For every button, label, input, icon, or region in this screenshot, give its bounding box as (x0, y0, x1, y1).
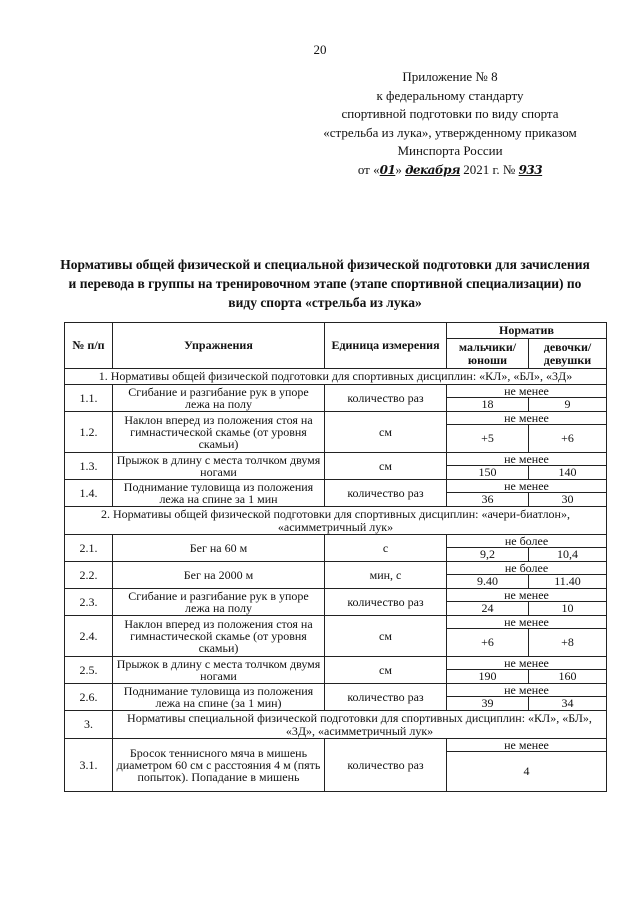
header-num: № п/п (65, 323, 113, 369)
row-boys-value: +6 (447, 629, 529, 657)
row-boys-value: 24 (447, 602, 529, 616)
row-value: 4 (447, 752, 607, 792)
row-exercise: Прыжок в длину с места толчком двумя ногами (113, 453, 325, 480)
row-num: 2.6. (65, 684, 113, 711)
row-boys-value: +5 (447, 425, 529, 453)
date-year: 2021 г. № (463, 161, 516, 177)
row-exercise: Прыжок в длину с места толчком двумя ногами (113, 657, 325, 684)
appendix-line: к федеральному стандарту (376, 87, 524, 103)
section-num: 3. (65, 711, 113, 739)
row-num: 2.1. (65, 535, 113, 562)
row-boys-value: 18 (447, 398, 529, 412)
row-unit: количество раз (325, 739, 447, 792)
date-mid: » (395, 161, 402, 177)
row-condition: не менее (447, 657, 607, 670)
row-girls-value: 140 (529, 466, 607, 480)
row-condition: не менее (447, 684, 607, 697)
row-exercise: Бег на 2000 м (113, 562, 325, 589)
row-girls-value: 10 (529, 602, 607, 616)
row-unit: мин, с (325, 562, 447, 589)
row-unit: количество раз (325, 385, 447, 412)
row-exercise: Наклон вперед из положения стоя на гимнастической скамье (от уровня скамьи) (113, 412, 325, 453)
row-condition: не менее (447, 385, 607, 398)
row-exercise: Поднимание туловища из положения лежа на спине (за 1 мин) (113, 684, 325, 711)
row-num: 1.2. (65, 412, 113, 453)
order-date-line (300, 161, 600, 180)
row-girls-value: 34 (529, 697, 607, 711)
row-exercise: Бросок теннисного мяча в мишень диаметром 60 см с расстояния 4 м (пять попыток). Попадание в мишень (113, 739, 325, 792)
appendix-line: спортивной подготовки по виду спорта (341, 106, 559, 121)
row-girls-value: +8 (529, 629, 607, 657)
row-boys-value: 36 (447, 493, 529, 507)
handwritten-order-number: 933 (518, 162, 543, 177)
header-girls: девочки/ девушки (529, 339, 607, 369)
appendix-line: Минспорта России (397, 143, 503, 158)
row-num: 2.5. (65, 657, 113, 684)
header-norm: Норматив (447, 323, 607, 339)
row-num: 1.3. (65, 453, 113, 480)
row-num: 1.1. (65, 385, 113, 412)
handwritten-month: декабря (405, 162, 461, 177)
row-boys-value: 190 (447, 670, 529, 684)
header-boys: мальчики/ юноши (447, 339, 529, 369)
row-condition: не менее (447, 480, 607, 493)
header-unit: Единица измерения (325, 323, 447, 369)
row-boys-value: 9.40 (447, 575, 529, 589)
document-title: Нормативы общей физической и специальной физической подготовки для зачисления и перевода в группы на тренировочном этапе (этапе спортивной специализации) по виду спорта «стрельба из лука» (60, 257, 590, 310)
row-unit: количество раз (325, 684, 447, 711)
row-unit: с (325, 535, 447, 562)
handwritten-day: 01 (379, 162, 396, 177)
row-girls-value: 11.40 (529, 575, 607, 589)
row-unit: см (325, 616, 447, 657)
row-num: 2.2. (65, 562, 113, 589)
norms-table (64, 322, 607, 792)
row-num: 1.4. (65, 480, 113, 507)
row-unit: количество раз (325, 589, 447, 616)
row-unit: см (325, 412, 447, 453)
row-exercise: Сгибание и разгибание рук в упоре лежа на полу (113, 385, 325, 412)
date-prefix: от « (357, 161, 380, 177)
row-condition: не менее (447, 616, 607, 629)
row-exercise: Бег на 60 м (113, 535, 325, 562)
appendix-line: «стрельба из лука», утвержденному приказом (323, 124, 577, 140)
row-condition: не менее (447, 412, 607, 425)
row-girls-value: 30 (529, 493, 607, 507)
header-exercise: Упражнения (113, 323, 325, 369)
row-unit: количество раз (325, 480, 447, 507)
row-boys-value: 150 (447, 466, 529, 480)
row-girls-value: 10,4 (529, 548, 607, 562)
row-num: 2.4. (65, 616, 113, 657)
row-boys-value: 39 (447, 697, 529, 711)
row-unit: см (325, 453, 447, 480)
section-title: 1. Нормативы общей физической подготовки для спортивных дисциплин: «КЛ», «БЛ», «3Д» (65, 369, 607, 385)
row-condition: не более (447, 562, 607, 575)
row-condition: не более (447, 535, 607, 548)
row-exercise: Наклон вперед из положения стоя на гимнастической скамье (от уровня скамьи) (113, 616, 325, 657)
section-title: Нормативы специальной физической подготовки для спортивных дисциплин: «КЛ», «БЛ», «3Д», «асимметричный лук» (113, 711, 607, 739)
row-boys-value: 9,2 (447, 548, 529, 562)
row-num: 3.1. (65, 739, 113, 792)
row-condition: не менее (447, 739, 607, 752)
row-unit: см (325, 657, 447, 684)
row-exercise: Сгибание и разгибание рук в упоре лежа на полу (113, 589, 325, 616)
appendix-block (300, 68, 600, 179)
row-exercise: Поднимание туловища из положения лежа на спине за 1 мин (113, 480, 325, 507)
section-title: 2. Нормативы общей физической подготовки для спортивных дисциплин: «ачери-биатлон», «асимметричный лук» (65, 507, 607, 535)
row-girls-value: +6 (529, 425, 607, 453)
row-girls-value: 160 (529, 670, 607, 684)
row-girls-value: 9 (529, 398, 607, 412)
appendix-line: Приложение № 8 (402, 69, 498, 84)
row-condition: не менее (447, 453, 607, 466)
row-condition: не менее (447, 589, 607, 602)
page-number: 20 (313, 42, 327, 57)
row-num: 2.3. (65, 589, 113, 616)
